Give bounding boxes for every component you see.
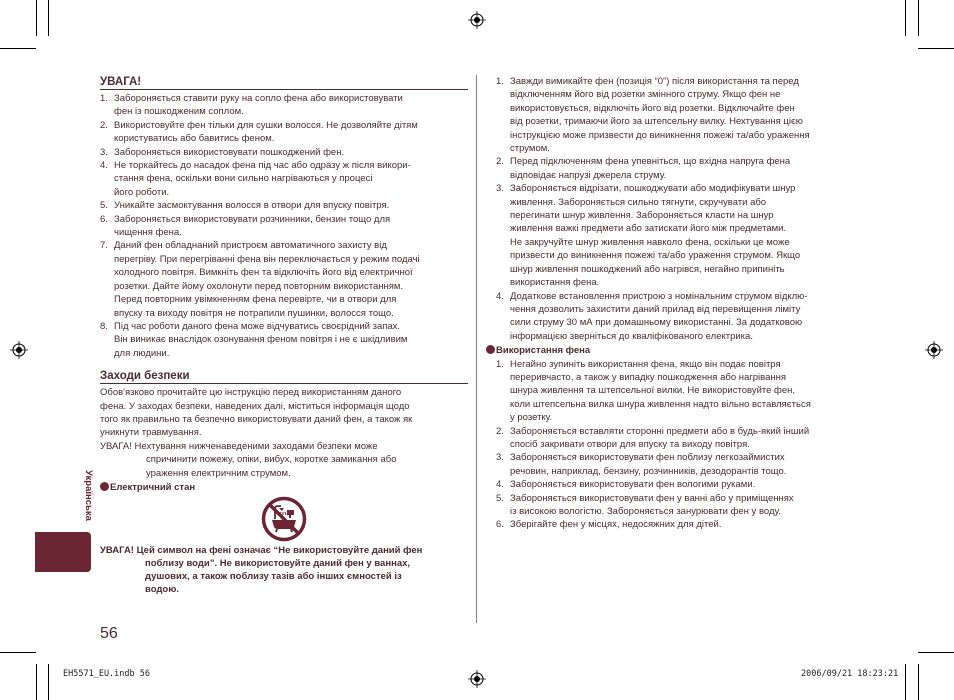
list-item-line: Використовуйте фен тільки для сушки волосся. Не дозволяйте дітям [114,119,418,131]
list-item-number: 5. [496,492,504,504]
list-item-line: коли штепсельна вилка шнура живлення надто вільно вставляється [510,398,811,410]
crop-mark [918,48,954,49]
list-item-line: перегріву. При перегріванні фена він переключається у режим подачі [114,253,420,265]
list-item-line: розетки. Дайте йому охолонути перед повторним використанням. [114,280,404,292]
list-item-line: фен із пошкодженим соплом. [114,106,244,118]
text-line: поблизу води”. Не використовуйте даний фен у ваннах, [145,558,411,570]
language-tab-label: Українська [83,470,94,521]
list-item-number: 7. [100,240,108,252]
text-line: душових, а також поблизу тазів або інших ємностей із [145,571,402,583]
crop-mark [48,0,49,36]
list-item [100,146,468,159]
list-item-number: 1. [496,76,504,87]
list-item [496,518,856,531]
column-divider [476,75,477,623]
list-item-line: Під час роботи даного фена може відчуватись своєрідний запах. [114,320,401,332]
text-line: того як правильно та безпечно використовувати даний фен, а також як [100,413,413,425]
electrical-heading-text: Електричний стан [110,481,196,493]
list-item-number: 6. [100,213,108,225]
list-item-number: 3. [496,183,504,195]
list-item [100,199,468,212]
list-item-line: відключенням його від розетки змінного струму. Якщо фен не [510,89,781,101]
list-item-line: живлення важкі предмети або затискати його між предметами. [510,223,787,235]
safety-warning-text: Нехтування нижченаведеними заходами безпеки може [134,440,378,452]
symbol-warning-rest [100,557,468,596]
usage-heading-text: Використання фена [496,345,591,357]
list-item-line: речовин, наприклад, бензину, розчинників, дезодорантів тощо. [510,465,787,477]
list-item-line: переривчасто, а також у випадку пошкодження або нагрівання [510,371,786,383]
electrical-heading [100,481,468,494]
list-item-line: Забороняється використовувати фен у ванні або у приміщеннях [510,492,794,504]
list-item-number: 2. [496,425,504,437]
list-item-number: 2. [100,119,108,131]
list-item-line: Забороняється використовувати розчинники, бензин тощо для [114,213,391,225]
list-item-line: у розетку. [510,412,553,424]
crop-mark [918,664,919,700]
list-item-line: Перед повторним увімкненням фена перевірте, чи в отвори для [114,294,397,306]
list-item-line: холодного повітря. Вимкніть фен та відключіть його від електричної [114,267,413,279]
list-item [496,290,856,344]
registration-mark-icon [468,670,486,688]
symbol-warning [100,544,468,596]
list-item-line: чищення фена. [114,227,182,239]
list-item-number: 8. [100,320,108,332]
list-item [496,182,856,289]
safety-intro [100,386,468,440]
registration-mark-icon [925,341,943,359]
list-item [496,75,856,155]
right-column [496,75,856,532]
list-item-number: 5. [100,200,108,212]
list-item-line: шнур живлення пошкоджений або нагрівся, негайно припиніть [510,263,785,275]
list-item-line: інструкцією може призвести до виникнення пожежі та/або ураження [510,129,810,141]
symbol-warning-first: УВАГА! Цей символ на фені означає “Не використовуйте даний фен [100,545,423,557]
list-item-line: сили струму 30 мА при домашньому використанні. За додатковою [510,317,803,329]
page-number: 56 [100,625,118,642]
safety-warning-label: УВАГА! [100,440,132,452]
list-item-line: Не закручуйте шнур живлення навколо фена, оскільки це може [510,236,790,248]
list-item-number: 4. [496,290,504,302]
list-item-line: шнура живлення та штепсельної вилки. Не використовуйте фен, [510,385,796,397]
list-item-line: відповідає напрузі джерела струму. [510,169,667,181]
registration-mark-icon [10,341,28,359]
crop-mark [918,0,919,36]
warning-heading: УВАГА! [100,75,468,90]
safety-heading: Заходи безпеки [100,369,468,384]
list-item-line: його роботи. [114,186,170,198]
list-item-line: Не торкайтесь до насадок фена під час або одразу ж після викори- [114,160,411,172]
crop-mark [48,664,49,700]
list-item-line: Він виникає внаслідок озонування феном повітря і не є шкідливим [114,334,408,346]
list-item-line: Зберігайте фен у місцях, недосяжних для дітей. [510,519,722,531]
list-item-line: Негайно зупиніть використання фена, якщо він подає повітря [510,358,781,370]
list-item-line: Забороняється використовувати пошкоджений фен. [114,146,345,158]
text-line: фена. У заходах безпеки, наведених далі, міститься інформація щодо [100,400,410,412]
crop-mark [36,0,37,36]
right-list-b [496,358,856,532]
list-item-line: Забороняється відрізати, пошкоджувати або модифікувати шнур [510,183,796,195]
list-item-line: користуватись або бавитись феном. [114,133,275,145]
list-item-line: стання фена, оскільки вони сильно нагріваються у процесі [114,173,373,185]
text-line: водою. [145,584,179,596]
list-item-line: живлення. Забороняється сильно тягнути, скручувати або [510,196,767,208]
list-item-number: 4. [100,160,108,172]
list-item-number: 1. [100,93,108,104]
list-item [496,155,856,182]
list-item [100,320,468,360]
list-item-line: Уникайте засмоктування волосся в отвори для впуску повітря. [114,200,390,212]
list-item-line: Забороняється ставити руку на сопло фена або використовувати [114,93,403,104]
list-item [496,478,856,491]
list-item-line: чення дозволить захистити даний прилад від перевищення ліміту [510,303,801,315]
crop-mark [918,652,954,653]
language-tab [35,532,91,572]
list-item-line: перегинати шнур живлення. Забороняється класти на шнур [510,210,774,222]
list-item-line: від розетки, тримаючи його за штепсельну вилку. Нехтування цією [510,116,803,128]
list-item-line: впуску та виходу повітря не потрапили пушинки, волосся тощо. [114,307,394,319]
list-item-line: Перед підключенням фена упевніться, що вхідна напруга фена [510,156,791,168]
list-item [496,492,856,519]
list-item-line: Завжди вимикайте фен (позиція “0”) після використання та перед [510,76,799,87]
list-item-line: інформацією зверніться до кваліфікованого електрика. [510,330,753,342]
list-item-line: Даний фен обладнаний пристроєм автоматичного захисту від [114,240,387,252]
list-item [496,451,856,478]
crop-mark [905,664,906,700]
text-line: ураження електричним струмом. [146,467,291,479]
list-item [496,358,856,425]
crop-mark [0,48,36,49]
list-item-number: 3. [496,452,504,464]
right-list-a [496,75,856,343]
list-item-line: Забороняється використовувати фен поблизу легкозаймистих [510,452,785,464]
list-item [100,239,468,319]
crop-mark [0,652,36,653]
text-line: уникнути травмування. [100,427,202,439]
list-item [100,213,468,240]
safety-warning [100,440,468,480]
left-column [100,75,468,596]
list-item-number: 6. [496,519,504,531]
list-item [100,159,468,199]
list-item-line: струмом. [510,143,550,155]
list-item-number: 4. [496,479,504,491]
list-item [100,119,468,146]
list-item [100,92,468,119]
list-item [496,425,856,452]
list-item-number: 1. [496,358,504,370]
no-water-bath-prohibition-icon [261,496,307,542]
symbol-area [100,494,468,544]
list-item-line: Забороняється вставляти сторонні предмети або в будь-який інший [510,425,810,437]
text-line: Обов'язково прочитайте цю інструкцію перед використанням даного [100,387,402,399]
list-item-line: Додаткове встановлення пристрою з номінальним струмом відклю- [510,290,808,302]
crop-mark [905,0,906,36]
list-item-line: використовується, відключіть його від розетки. Відключайте фен [510,102,795,114]
list-item-line: Забороняється використовувати фен вологими руками. [510,479,756,491]
bullet-dot-icon [100,482,109,491]
warning-list [100,92,468,360]
list-item-line: призвести до виникнення пожежі та/або ураження струмом. Якщо [510,250,801,262]
list-item-line: для людини. [114,347,170,359]
list-item-line: із високою вологістю. Забороняється занурювати фен у воду. [510,506,781,517]
safety-warning-rest [100,453,468,480]
list-item-line: спосіб закривати отвори для впуску та виходу повітря. [510,438,750,450]
list-item-number: 3. [100,146,108,158]
list-item-number: 2. [496,156,504,168]
crop-mark [36,664,37,700]
usage-heading [486,344,856,357]
footer-file: EH5571_EU.indb 56 [63,669,150,679]
list-item-line: використання фена. [510,277,600,289]
footer-date: 2006/09/21 18:23:21 [801,669,899,679]
registration-mark-icon [468,11,486,29]
bullet-dot-icon [486,345,495,354]
text-line: спричинити пожежу, опіки, вибух, коротке замикання або [146,454,397,466]
